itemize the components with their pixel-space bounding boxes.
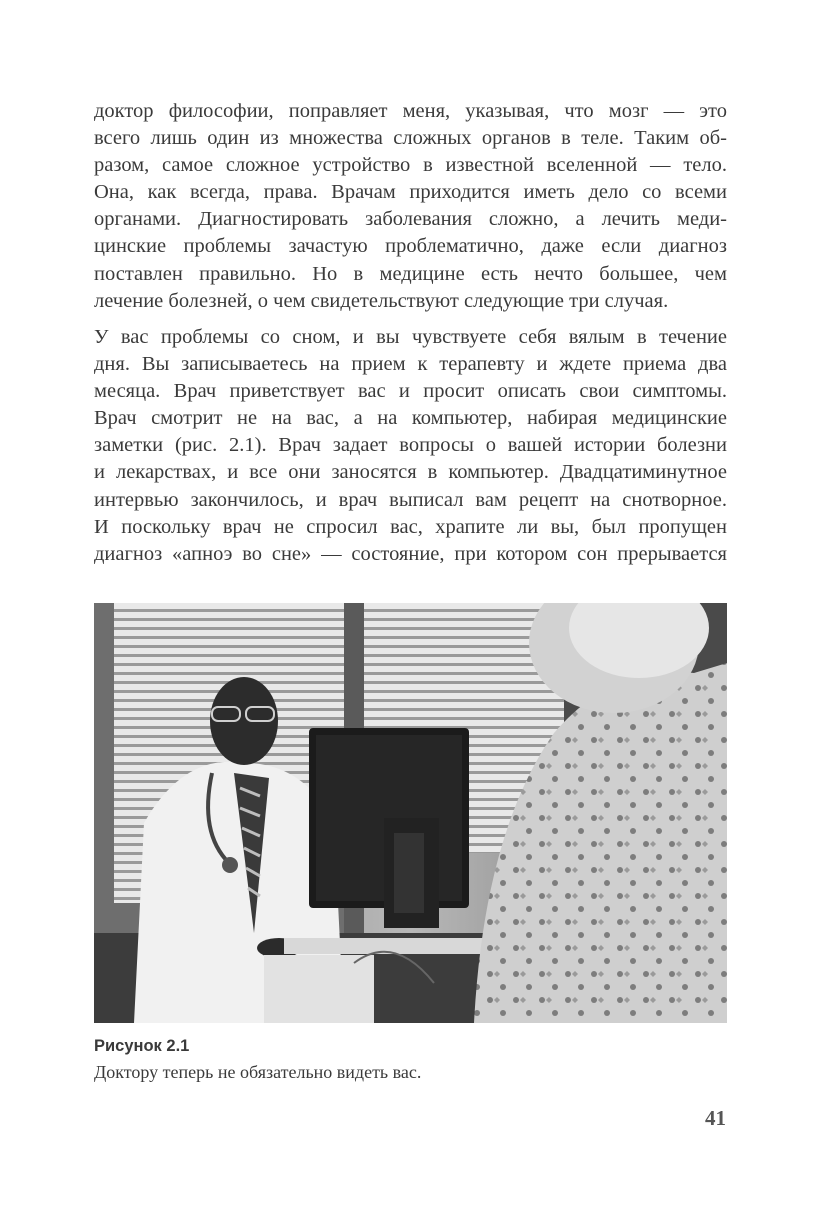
text-line: И поскольку врач не спросил вас, храпите ли вы, был пропущен	[94, 515, 727, 538]
text-line: и лекарствах, и все они заносятся в компьютер. Двадцатиминутное	[94, 461, 727, 484]
text-line: диагноз «апноэ во сне» — состояние, при котором сон прерывается	[94, 542, 727, 565]
text-line: всего лишь один из множества сложных органов в теле. Таким об-	[94, 127, 727, 150]
figure-caption-title: Рисунок 2.1	[94, 1037, 190, 1055]
text-line: Врач смотрит не на вас, а на компьютер, набирая медицинские	[94, 407, 727, 430]
text-line: разом, самое сложное устройство в известной вселенной — тело.	[94, 154, 727, 177]
text-line: органами. Диагностировать заболевания сложно, а лечить меди-	[94, 208, 727, 231]
text-line: доктор философии, поправляет меня, указывая, что мозг — это	[94, 100, 727, 122]
text-line: поставлен правильно. Но в медицине есть нечто большее, чем	[94, 262, 727, 285]
text-line: лечение болезней, о чем свидетельствуют следующие три случая.	[94, 289, 669, 312]
figure-photo	[94, 603, 727, 1023]
text-line: Она, как всегда, права. Врачам приходится иметь дело со всеми	[94, 181, 727, 204]
text-line: У вас проблемы со сном, и вы чувствуете себя вялым в течение	[94, 326, 727, 348]
figure-caption-text: Доктору теперь не обязательно видеть вас.	[94, 1062, 422, 1082]
text-line: цинские проблемы зачастую проблематично, даже если диагноз	[94, 235, 727, 258]
page-number: 41	[705, 1106, 726, 1130]
text-line: месяца. Врач приветствует вас и просит описать свои симптомы.	[94, 380, 727, 403]
text-line: дня. Вы записываетесь на прием к терапевту и ждете приема два	[94, 353, 727, 376]
text-line: интервью закончилось, и врач выписал вам рецепт на снотворное.	[94, 488, 727, 511]
paragraph-1	[94, 98, 727, 315]
text-line: заметки (рис. 2.1). Врач задает вопросы о вашей истории болезни	[94, 434, 727, 457]
paragraph-2	[94, 324, 727, 568]
